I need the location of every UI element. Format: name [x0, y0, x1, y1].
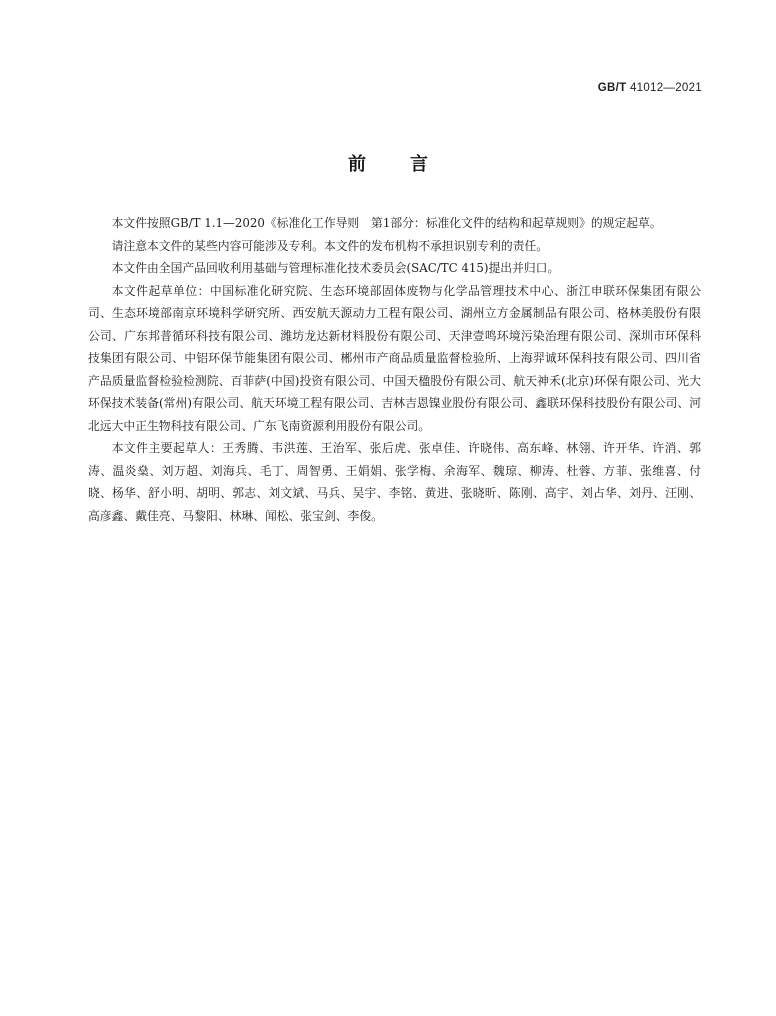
standard-number	[598, 82, 702, 94]
standard-prefix: GB/T	[597, 82, 627, 94]
paragraph-proposer: 本文件由全国产品回收利用基础与管理标准化技术委员会(SAC/TC 415)提出并归口。	[111, 261, 560, 275]
paragraph-patent-notice: 请注意本文件的某些内容可能涉及专利。本文件的发布机构不承担识别专利的责任。	[111, 238, 549, 253]
page-title: 前言	[348, 154, 472, 175]
paragraph-drafting-units: 本文件起草单位：中国标准化研究院、生态环境部固体废物与化学品管理技术中心、浙江申联环保集团有限公司、生态环境部南京环境科学研究所、西安航天源动力工程有限公司、湖州立方金属制品有限公司、格林美股份有限公司、广东邦普循环科技有限公司、潍坊龙达新材料股份有限公司、天津壹鸣环境污染治理有限公司、深圳市环保科技集团有限公司、中铝环保节能集团有限公司、郴州市产商品质量监督检验所、上海羿诚环保科技有限公司、四川省产品质量监督检验检测院、百菲萨(中国)投资有限公司、中国天楹股份有限公司、航天神禾(北京)环保有限公司、光大环保技术装备(常州)有限公司、航天环境工程有限公司、吉林吉恩镍业股份有限公司、鑫联环保科技股份有限公司、河北远大中正生物科技有限公司、广东飞南资源利用股份有限公司。	[88, 283, 701, 433]
foreword-body	[88, 212, 701, 527]
standard-code: 41012—2021	[629, 82, 702, 94]
paragraph-drafters: 本文件主要起草人：王秀腾、韦洪莲、王治军、张后虎、张卓佳、许晓伟、高东峰、林翎、许开华、许消、郭涛、温炎燊、刘万超、刘海兵、毛丁、周智勇、王娟娟、张学梅、余海军、魏琼、柳涛、杜蓉、方菲、张维喜、付晓、杨华、舒小明、胡明、郭志、刘文斌、马兵、吴宇、李铭、黄进、张晓昕、陈刚、高宇、刘占华、刘丹、汪刚、高彦鑫、戴佳亮、马黎阳、林琳、闻松、张宝剑、李俊。	[88, 441, 701, 523]
paragraph-drafting-rules: 本文件按照GB/T 1.1—2020《标准化工作导则 第1部分：标准化文件的结构和起草规则》的规定起草。	[111, 216, 662, 230]
